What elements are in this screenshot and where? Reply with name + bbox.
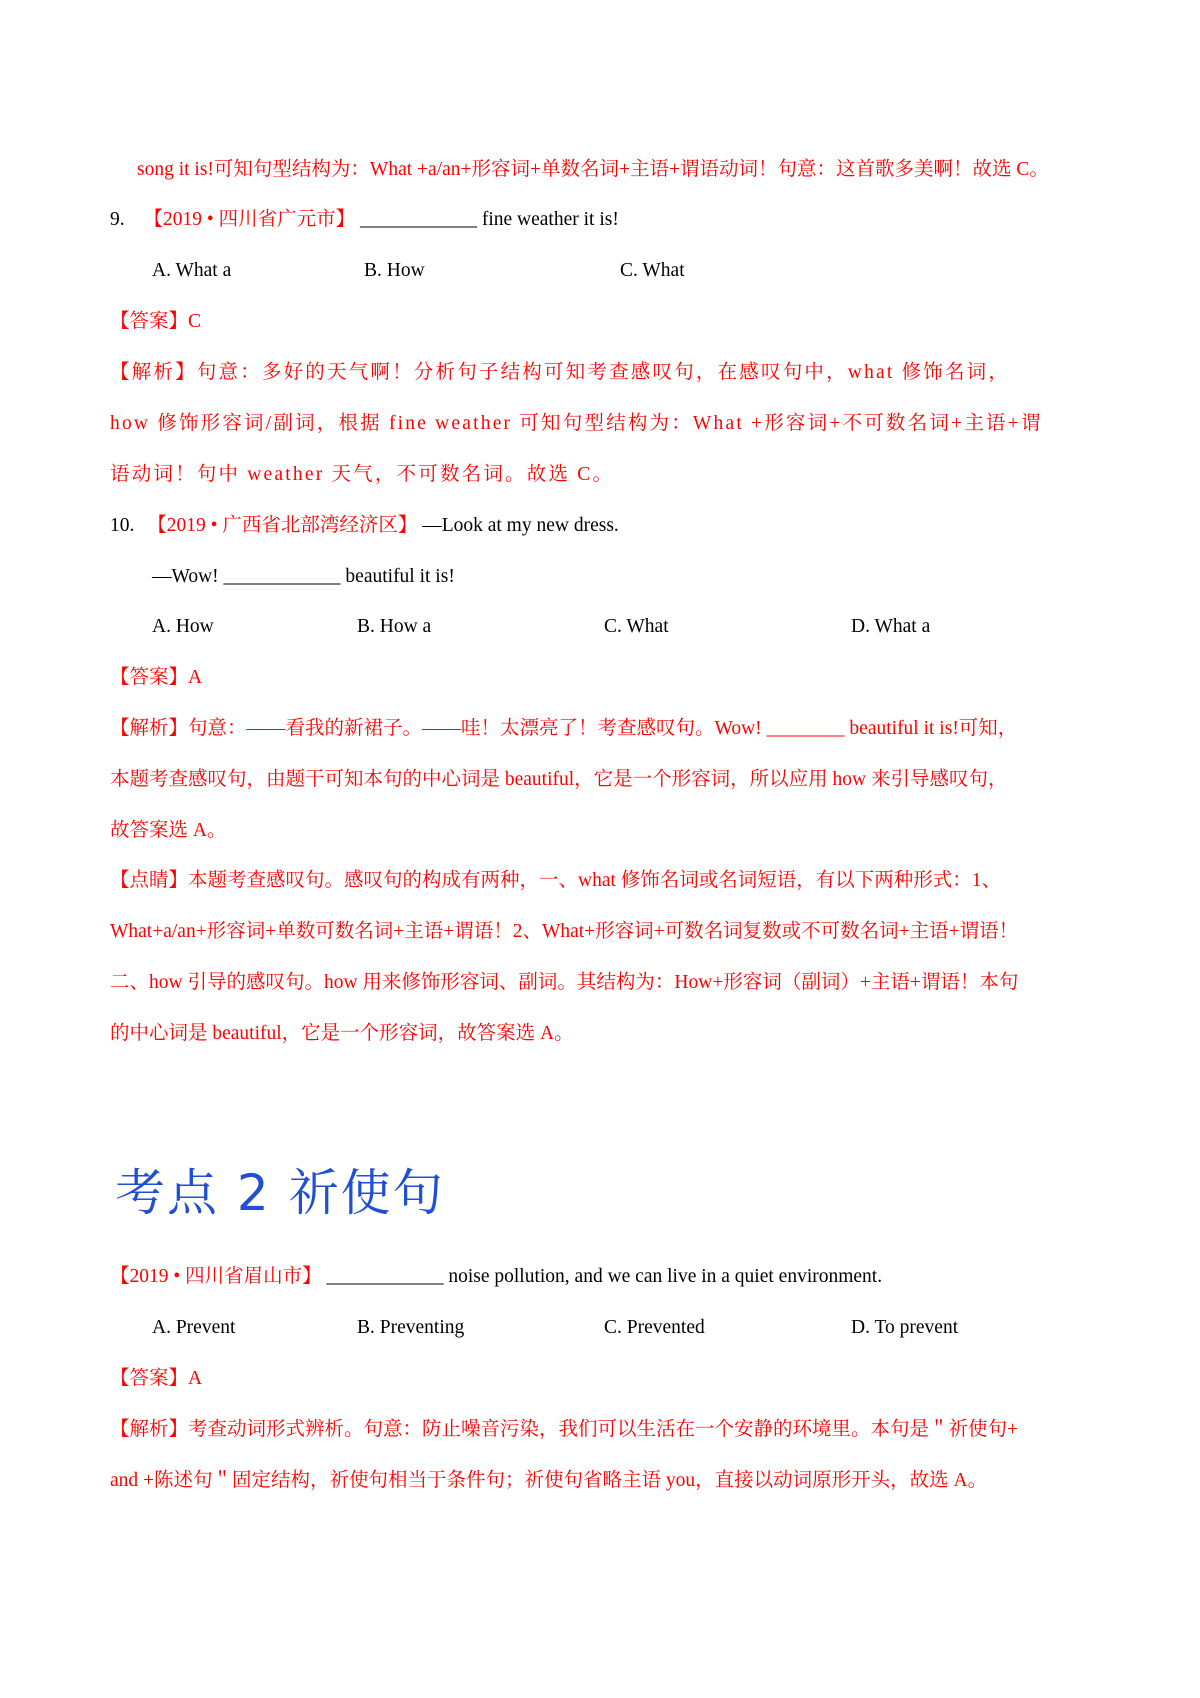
question-11 bbox=[110, 1262, 882, 1292]
option-b: B. Preventing bbox=[357, 1317, 465, 1338]
question-number: 9. bbox=[110, 209, 125, 230]
question-stem: —Look at my new dress. bbox=[422, 515, 619, 536]
answer-line: 【答案】A bbox=[110, 1368, 203, 1389]
question-number: 10. bbox=[110, 515, 135, 536]
tip-line: 二、how 引导的感叹句。how 用来修饰形容词、副词。其结构为：How+形容词（副词）+主语+谓语！本句 bbox=[110, 972, 1019, 993]
option-a: A. What a bbox=[152, 260, 232, 281]
tip-line: What+a/an+形容词+单数可数名词+主语+谓语！2、What+形容词+可数名词复数或不可数名词+主语+谓语！ bbox=[110, 921, 1019, 942]
explanation-line: song it is!可知句型结构为：What +a/an+形容词+单数名词+主语+谓语动词！句意：这首歌多美啊！故选 C。 bbox=[137, 159, 1049, 180]
option-c: C. What bbox=[604, 616, 669, 637]
question-stem-line: —Wow! ____________ beautiful it is! bbox=[152, 566, 455, 587]
answer-line: 【答案】C bbox=[110, 311, 202, 332]
explanation-line: 语动词！句中 weather 天气，不可数名词。故选 C。 bbox=[110, 464, 615, 485]
option-a: A. Prevent bbox=[152, 1317, 236, 1338]
explanation-line: 【解析】句意：——看我的新裙子。——哇！太漂亮了！考查感叹句。Wow! ________ beautiful it is!可知， bbox=[110, 718, 1018, 739]
answer-line: 【答案】A bbox=[110, 667, 203, 688]
explanation-line: 本题考查感叹句，由题干可知本句的中心词是 beautiful，它是一个形容词，所以应用 how 来引导感叹句， bbox=[110, 769, 1008, 790]
option-a: A. How bbox=[152, 616, 214, 637]
option-c: C. Prevented bbox=[604, 1317, 705, 1338]
question-stem: ____________ noise pollution, and we can live in a quiet environment. bbox=[326, 1266, 883, 1287]
tip-line: 【点睛】本题考查感叹句。感叹句的构成有两种，一、what 修饰名词或名词短语，有以下两种形式：1、 bbox=[110, 870, 1002, 891]
explanation-line: 故答案选 A。 bbox=[110, 820, 227, 841]
option-c: C. What bbox=[620, 260, 685, 281]
tip-line: 的中心词是 beautiful，它是一个形容词，故答案选 A。 bbox=[110, 1023, 574, 1044]
question-9 bbox=[110, 205, 619, 235]
question-source: 【2019 • 四川省眉山市】 bbox=[110, 1266, 322, 1287]
question-source: 【2019 • 四川省广元市】 bbox=[143, 209, 356, 230]
explanation-line: 【解析】考查动词形式辨析。句意：防止噪音污染，我们可以生活在一个安静的环境里。本句是＂祈使句+ bbox=[110, 1419, 1018, 1440]
option-b: B. How bbox=[364, 260, 425, 281]
explanation-line: and +陈述句＂固定结构，祈使句相当于条件句；祈使句省略主语 you，直接以动词原形开头，故选 A。 bbox=[110, 1470, 988, 1491]
option-b: B. How a bbox=[357, 616, 432, 637]
section-heading: 考点 2 祈使句 bbox=[115, 1164, 445, 1222]
question-source: 【2019 • 广西省北部湾经济区】 bbox=[147, 515, 418, 536]
question-stem: ____________ fine weather it is! bbox=[359, 209, 619, 230]
question-10 bbox=[110, 511, 619, 541]
option-d: D. To prevent bbox=[851, 1317, 959, 1338]
explanation-line: 【解析】句意：多好的天气啊！分析句子结构可知考查感叹句，在感叹句中，what 修饰名词， bbox=[110, 362, 1011, 383]
option-d: D. What a bbox=[851, 616, 931, 637]
explanation-line: how 修饰形容词/副词，根据 fine weather 可知句型结构为：What +形容词+不可数名词+主语+谓 bbox=[110, 413, 1043, 434]
